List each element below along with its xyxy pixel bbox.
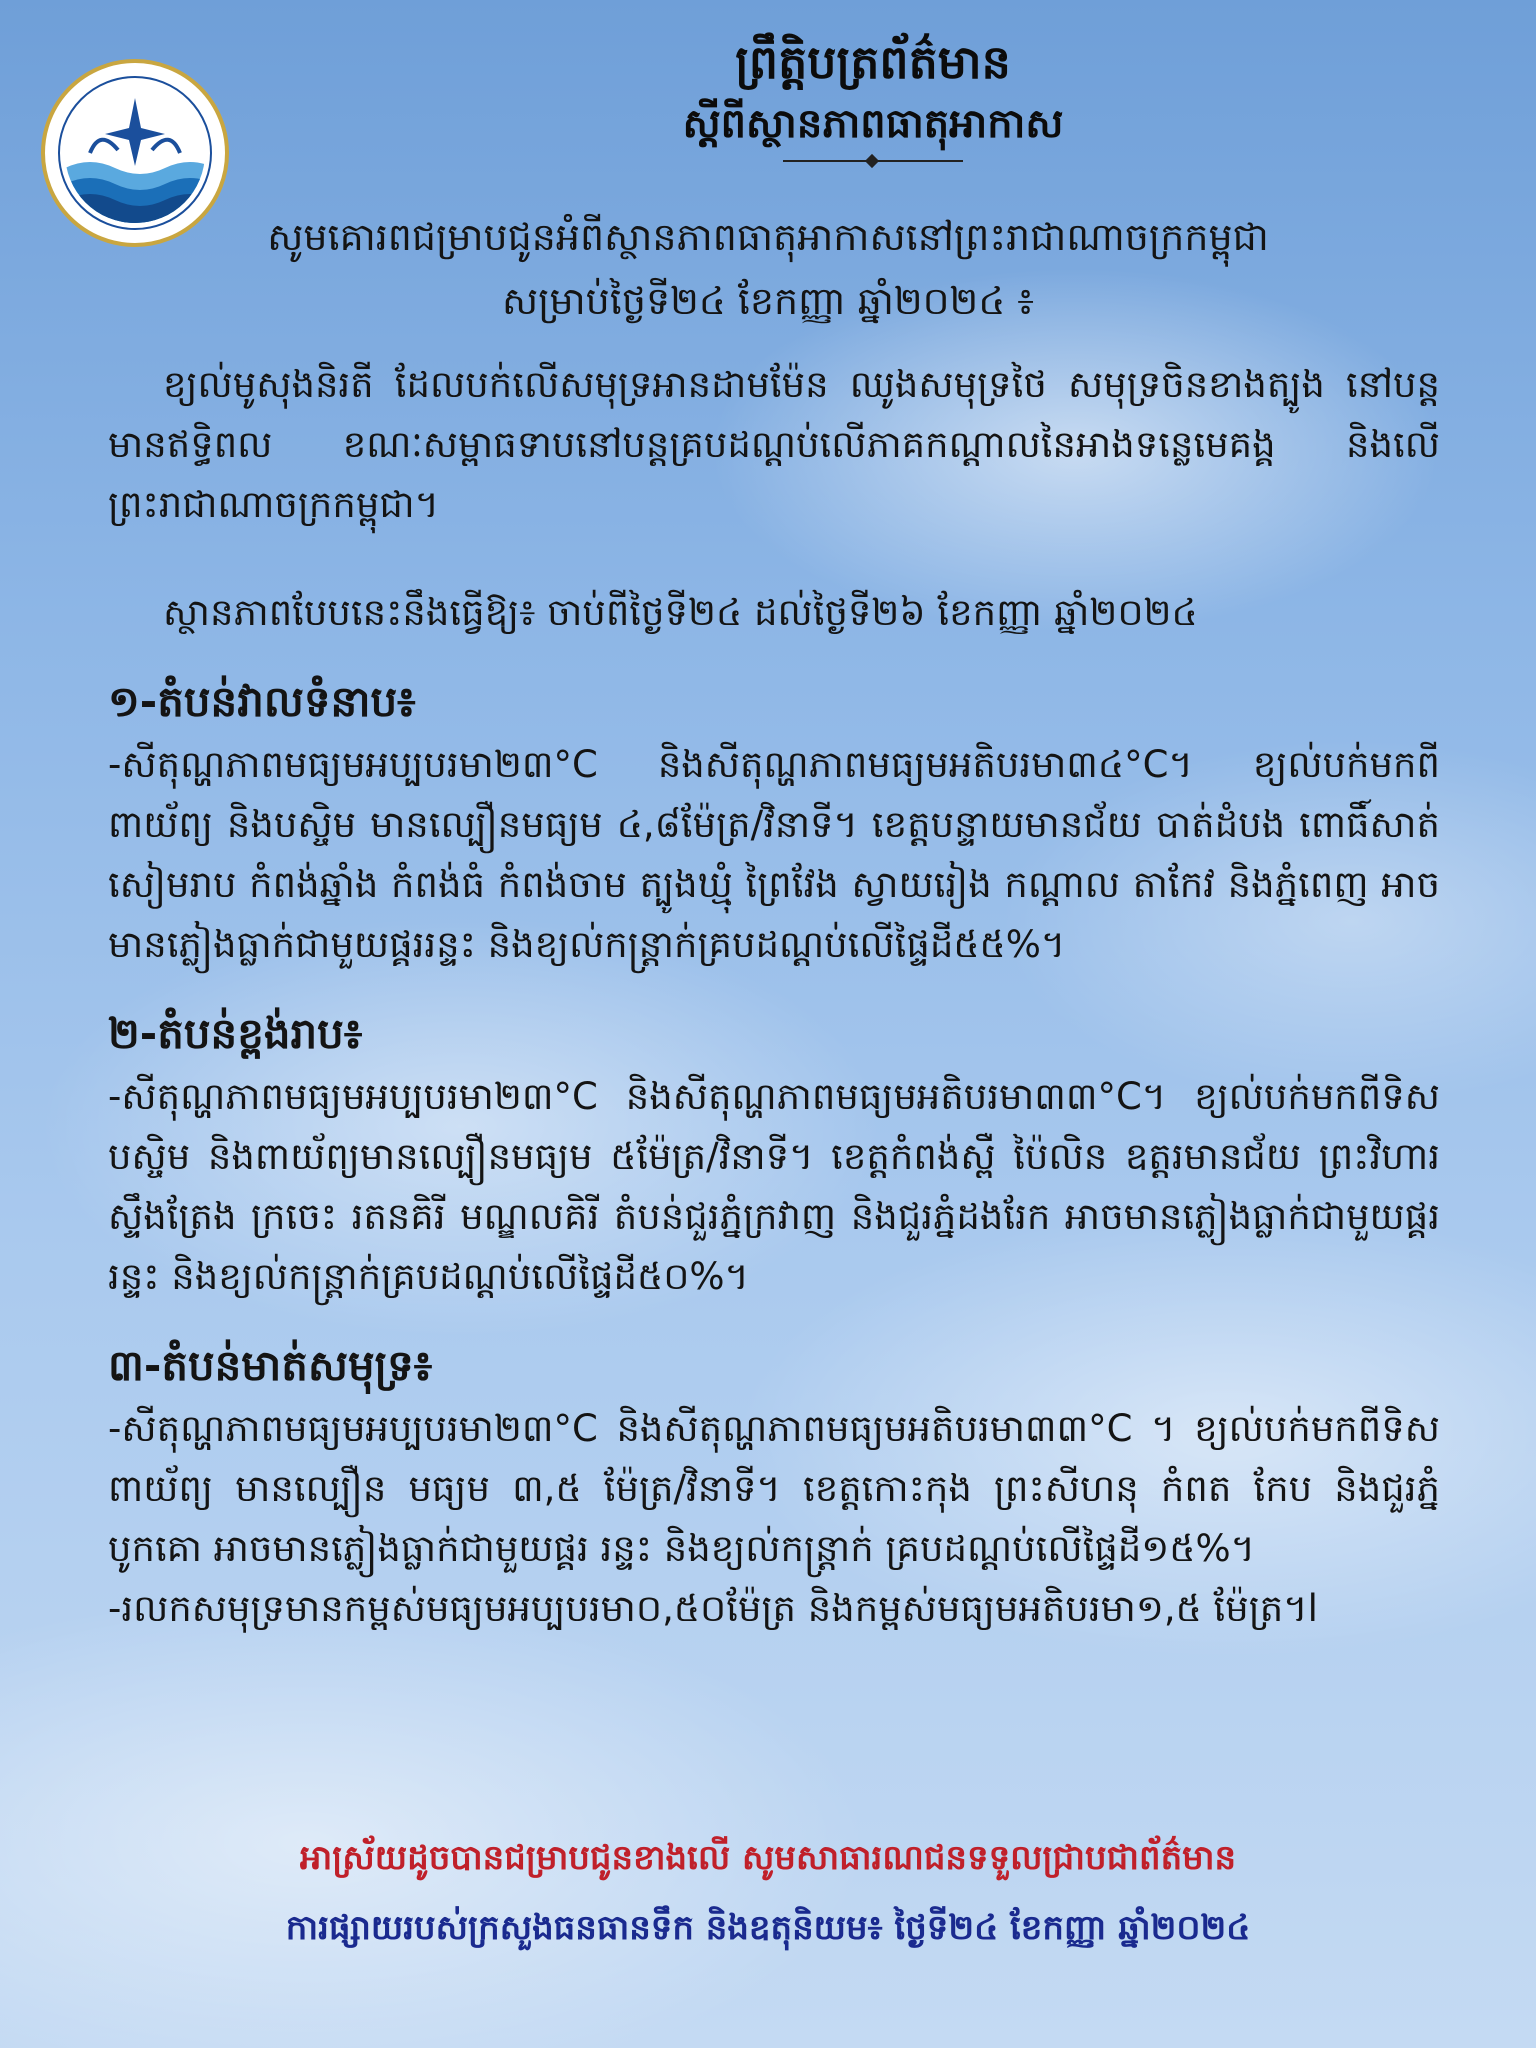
footer-notice: អាស្រ័យដូចបានជម្រាបជូនខាងលើ សូមសាធារណជនទទួលជ្រាបជាព័ត៌មាន: [299, 1838, 1237, 1878]
section-text: -សីតុណ្ហភាពមធ្យមអប្បបរមា២៣°C និងសីតុណ្ហភាពមធ្យមអតិបរមា៣៤°C។ ខ្យល់បក់មកពី ពាយ័ព្យ និងបស្ចិម មានល្បឿនមធ្យម ៤,៨ម៉ែត្រ/វិនាទី។ ខេត្តបន្ទាយមានជ័យ បាត់ដំបង ពោធិ៍សាត់ សៀមរាប កំពង់ឆ្នាំង កំពង់ធំ កំពង់ចាម ត្បូងឃ្មុំ ព្រៃវែង ស្វាយរៀង កណ្តាល តាកែវ និងភ្នំពេញ អាចមានភ្លៀងធ្លាក់ជាមួយផ្គររន្ទះ និងខ្យល់កន្ត្រាក់គ្របដណ្តប់លើផ្ទៃដី៥៥%។: [108, 743, 1440, 966]
bulletin-subtitle: ស្តីពីស្ថានភាពធាតុអាកាស: [682, 101, 1064, 147]
section-text: -សីតុណ្ហភាពមធ្យមអប្បបរមា២៣°C និងសីតុណ្ហភាពមធ្យមអតិបរមា៣៣°C ។ ខ្យល់បក់មកពីទិសពាយ័ព្យ មានល្បឿន មធ្យម ៣,៥ ម៉ែត្រ/វិនាទី។ ខេត្តកោះកុង ព្រះសីហនុ កំពត កែប និងជួរភ្នំបូកគោ អាចមានភ្លៀងធ្លាក់ជាមួយផ្គរ រន្ទះ និងខ្យល់កន្ត្រាក់ គ្របដណ្តប់លើផ្ទៃដី១៥%។: [108, 1407, 1440, 1570]
bulletin-header: [250, 30, 1496, 162]
forecast-range: ស្ថានភាពបែបនេះនឹងធ្វើឱ្យ៖ ចាប់ពីថ្ងៃទី២៤ ដល់ថ្ងៃទី២៦ ខែកញ្ញា ឆ្នាំ២០២៤: [163, 591, 1198, 634]
footer-publisher: ការផ្សាយរបស់ក្រសួងធនធានទឹក និងឧតុនិយម៖ ថ្ងៃទី២៤ ខែកញ្ញា ឆ្នាំ២០២៤: [285, 1908, 1251, 1948]
ornament-divider: [783, 160, 963, 162]
bulletin-title: ព្រឹត្តិបត្រព័ត៌មាន: [735, 35, 1011, 89]
section-lowland: [108, 669, 1440, 975]
overview-paragraph: ខ្យល់មូសុងនិរតី ដែលបក់លើសមុទ្រអានដាមម៉ែន ឈូងសមុទ្រថៃ សមុទ្រចិនខាងត្បូង នៅបន្តមានឥទ្ធិពល ខណៈសម្ពាធទាបនៅបន្តគ្របដណ្តប់លើភាគកណ្តាលនៃអាងទន្លេមេគង្គ និងលើព្រះរាជាណាចក្រកម្ពុជា។: [108, 363, 1440, 526]
section-heading: ១-តំបន់វាលទំនាប៖: [108, 677, 416, 726]
bulletin-body: [108, 355, 1440, 1639]
section-coastal: [108, 1333, 1440, 1639]
section-plateau: [108, 1001, 1440, 1307]
section-text: -សីតុណ្ហភាពមធ្យមអប្បបរមា២៣°C និងសីតុណ្ហភាពមធ្យមអតិបរមា៣៣°C។ ខ្យល់បក់មកពីទិសបស្ចិម និងពាយ័ព្យមានល្បឿនមធ្យម ៥ម៉ែត្រ/វិនាទី។ ខេត្តកំពង់ស្ពឺ ប៉ៃលិន ឧត្តរមានជ័យ ព្រះវិហារ ស្ទឹងត្រែង ក្រចេះ រតនគិរី មណ្ឌលគិរី តំបន់ជួរភ្នំក្រវាញ និងជួរភ្នំដងរែក អាចមានភ្លៀងធ្លាក់ជាមួយផ្គរ រន្ទះ និងខ្យល់កន្ត្រាក់គ្របដណ្តប់លើផ្ទៃដី៥០%។: [108, 1075, 1440, 1298]
intro-line-2: សម្រាប់ថ្ងៃទី២៤ ខែកញ្ញា ឆ្នាំ២០២៤ ៖: [501, 279, 1035, 323]
wave-height-text: -រលកសមុទ្រមានកម្ពស់មធ្យមអប្បបរមា០,៥០ម៉ែត្រ និងកម្ពស់មធ្យមអតិបរមា១,៥ ម៉ែត្រ។l: [108, 1587, 1318, 1630]
section-heading: ៣-តំបន់មាត់សមុទ្រ៖: [108, 1341, 433, 1390]
section-heading: ២-តំបន់ខ្ពង់រាប៖: [108, 1009, 363, 1058]
intro-line-1: សូមគោរពជម្រាបជូនអំពីស្ថានភាពធាតុអាកាសនៅព្រះរាជាណាចក្រកម្ពុជា: [267, 215, 1269, 259]
intro-block: [80, 205, 1456, 333]
